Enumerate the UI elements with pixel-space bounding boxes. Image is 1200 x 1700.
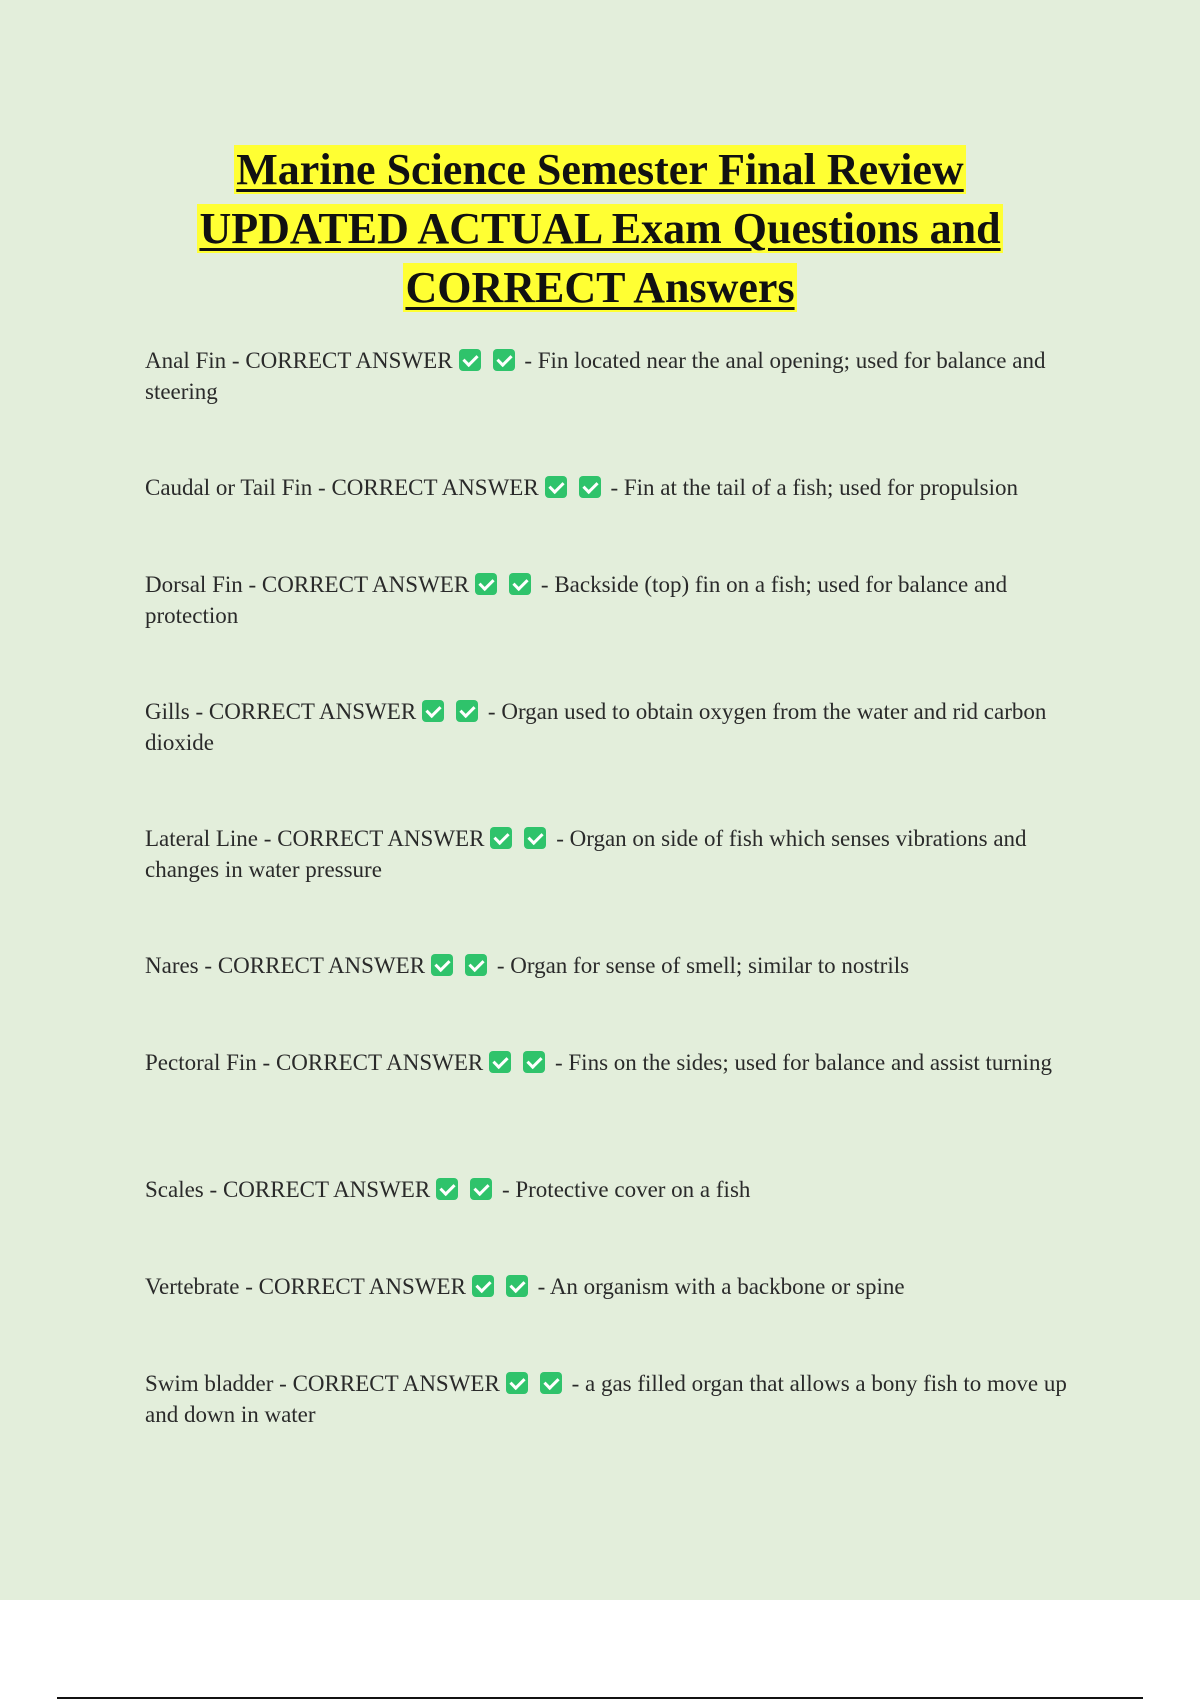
answer-marker: CORRECT ANSWER — [208, 699, 417, 724]
term: Caudal or Tail Fin — [145, 475, 313, 500]
check-mark-icon — [524, 827, 546, 849]
answer-marker: CORRECT ANSWER — [275, 1050, 484, 1075]
footer-divider — [57, 1697, 1143, 1699]
check-mark-icon — [489, 1051, 511, 1073]
term: Pectoral Fin — [145, 1050, 257, 1075]
definition: An organism with a backbone or spine — [549, 1274, 905, 1299]
qa-entry-pectoral-fin: Pectoral Fin - CORRECT ANSWER - Fins on the sides; used for balance and assist turning — [145, 1050, 1052, 1075]
check-mark-icon — [509, 573, 531, 595]
definition: Organ on side of fish which senses vibrations and changes in water pressure — [145, 826, 1027, 882]
term: Nares — [145, 953, 199, 978]
check-mark-icon — [470, 1178, 492, 1200]
definition: Protective cover on a fish — [515, 1177, 751, 1202]
answer-marker: CORRECT ANSWER — [292, 1371, 500, 1396]
qa-entry-anal-fin: Anal Fin - CORRECT ANSWER - Fin located near the anal opening; used for balance and steering — [145, 348, 1046, 404]
title-line-2: UPDATED ACTUAL Exam Questions and — [199, 204, 1001, 253]
check-mark-icon — [490, 827, 512, 849]
answer-marker: CORRECT ANSWER — [217, 953, 426, 978]
term: Scales — [145, 1177, 204, 1202]
answer-marker: CORRECT ANSWER — [245, 348, 453, 373]
term: Gills — [145, 699, 190, 724]
definition: Organ for sense of smell; similar to nostrils — [510, 953, 910, 978]
answer-marker: CORRECT ANSWER — [331, 475, 539, 500]
check-mark-icon — [436, 1178, 458, 1200]
check-mark-icon — [431, 954, 453, 976]
qa-entry-caudal-fin: Caudal or Tail Fin - CORRECT ANSWER - Fin at the tail of a fish; used for propulsion — [145, 475, 1018, 500]
check-mark-icon — [422, 700, 444, 722]
term: Vertebrate — [145, 1274, 240, 1299]
definition: Fins on the sides; used for balance and assist turning — [568, 1050, 1052, 1075]
qa-entry-nares: Nares - CORRECT ANSWER - Organ for sense of smell; similar to nostrils — [145, 953, 910, 978]
qa-entry-vertebrate: Vertebrate - CORRECT ANSWER - An organism with a backbone or spine — [145, 1274, 905, 1299]
definition: Organ used to obtain oxygen from the water and rid carbon dioxide — [145, 699, 1047, 755]
term: Lateral Line — [145, 826, 259, 851]
check-mark-icon — [545, 476, 567, 498]
answer-marker: CORRECT ANSWER — [258, 1274, 466, 1299]
check-mark-icon — [540, 1372, 562, 1394]
check-mark-icon — [475, 573, 497, 595]
definition: Backside (top) fin on a fish; used for balance and protection — [145, 572, 1008, 628]
qa-entry-gills: Gills - CORRECT ANSWER - Organ used to obtain oxygen from the water and rid carbon dioxide — [145, 699, 1047, 755]
term: Dorsal Fin — [145, 572, 243, 597]
check-mark-icon — [472, 1275, 494, 1297]
term: Anal Fin — [145, 348, 227, 373]
title-line-3: CORRECT Answers — [405, 263, 795, 312]
answer-marker: CORRECT ANSWER — [261, 572, 470, 597]
qa-entry-lateral-line: Lateral Line - CORRECT ANSWER - Organ on side of fish which senses vibrations and changes in water pressure — [145, 826, 1027, 882]
check-mark-icon — [506, 1275, 528, 1297]
check-mark-icon — [465, 954, 487, 976]
answer-marker: CORRECT ANSWER — [277, 826, 485, 851]
check-mark-icon — [523, 1051, 545, 1073]
term: Swim bladder — [145, 1371, 274, 1396]
answer-marker: CORRECT ANSWER — [222, 1177, 431, 1202]
title-line-1: Marine Science Semester Final Review — [236, 145, 964, 194]
check-mark-icon — [456, 700, 478, 722]
check-mark-icon — [506, 1372, 528, 1394]
definition: a gas filled organ that allows a bony fish to move up and down in water — [145, 1371, 1067, 1427]
qa-entry-scales: Scales - CORRECT ANSWER - Protective cover on a fish — [145, 1177, 751, 1202]
qa-entry-swim-bladder: Swim bladder - CORRECT ANSWER - a gas filled organ that allows a bony fish to move up and down in water — [145, 1371, 1067, 1427]
definition: Fin at the tail of a fish; used for propulsion — [623, 475, 1018, 500]
check-mark-icon — [493, 349, 515, 371]
check-mark-icon — [459, 349, 481, 371]
check-mark-icon — [579, 476, 601, 498]
definition: Fin located near the anal opening; used for balance and steering — [145, 348, 1046, 404]
qa-entry-dorsal-fin: Dorsal Fin - CORRECT ANSWER - Backside (top) fin on a fish; used for balance and protection — [145, 572, 1008, 628]
document-title — [100, 140, 1100, 317]
